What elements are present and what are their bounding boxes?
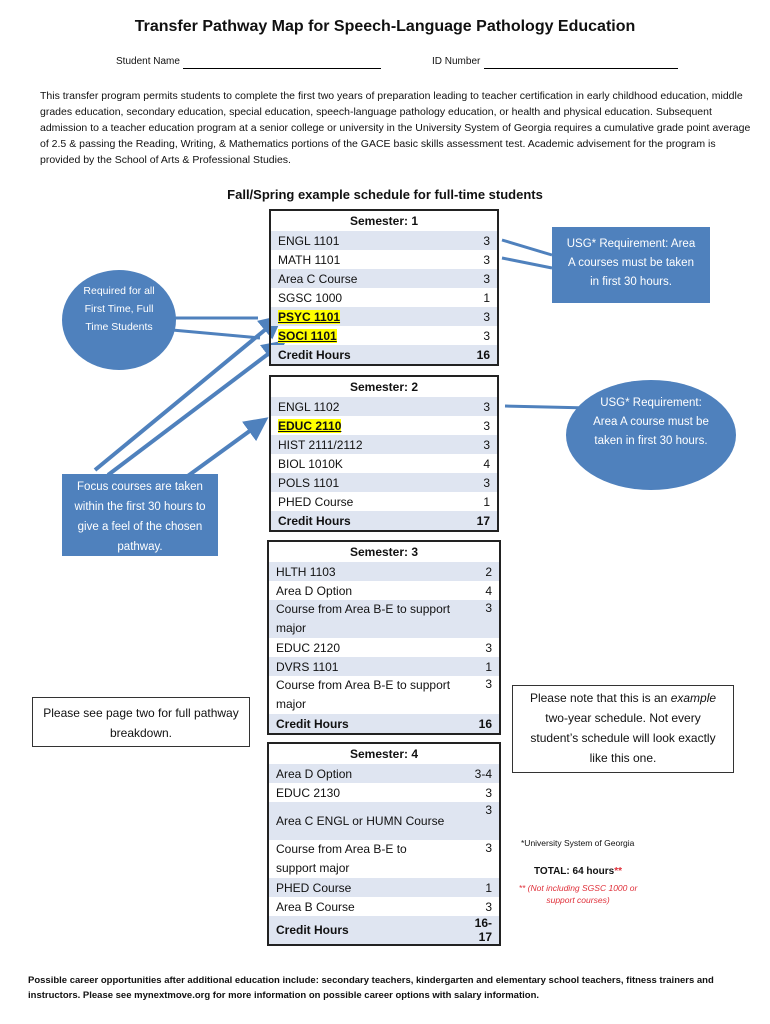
schedule-heading: Fall/Spring example schedule for full-time students (227, 187, 543, 202)
course-name: Area D Option (276, 583, 353, 598)
course-hours: 3 (445, 307, 498, 326)
course-name-highlighted: SOCI 1101 (278, 328, 337, 343)
course-hours: 1 (472, 657, 500, 676)
example-schedule-note (512, 685, 734, 773)
course-hours: 4 (483, 456, 490, 471)
course-hours: 3 (485, 841, 492, 855)
credit-hours-label: Credit Hours (268, 714, 472, 734)
course-name: PHED Course (278, 494, 354, 509)
focus-courses-callout: Focus courses are taken within the first 30 hours to give a feel of the chosen pathway. (62, 474, 218, 556)
course-hours: 3 (483, 328, 490, 343)
semester-2-table (269, 375, 499, 532)
semester-4-table (267, 742, 501, 946)
course-hours: 3 (445, 231, 498, 250)
semester-title: Semester: 4 (349, 747, 419, 761)
course-name: Course from Area B-E to support major (268, 600, 472, 638)
course-name: Course from Area B-E to support major (276, 678, 451, 711)
course-name: PHED Course (268, 878, 457, 897)
course-hours: 3 (483, 252, 490, 267)
arrow-focus-educ (185, 422, 262, 478)
course-name: Area B Course (276, 899, 355, 914)
credit-hours-total: 16 (472, 714, 500, 734)
credit-hours-total: 16 (445, 345, 498, 365)
course-hours: 3 (457, 802, 500, 840)
usg-requirement-callout-1: USG* Requirement: Area A courses must be taken in first 30 hours. (552, 227, 710, 303)
total-hours-mark: ** (614, 866, 622, 877)
course-hours: 4 (485, 583, 492, 598)
student-name-label: Student Name (116, 56, 180, 67)
course-name: Area D Option (268, 764, 457, 783)
credit-hours-total: 17 (447, 511, 498, 531)
course-hours: 2 (472, 562, 500, 581)
course-hours: 3 (485, 640, 492, 655)
course-name: SGSC 1000 (278, 290, 343, 305)
course-hours: 1 (457, 878, 500, 897)
semester-title: Semester: 2 (349, 380, 419, 394)
id-number-label: ID Number (432, 56, 481, 67)
course-hours: 3 (485, 899, 492, 914)
arrow-usg1-b (502, 258, 552, 268)
course-hours: 3 (447, 435, 498, 454)
course-hours: 3 (483, 418, 490, 433)
course-hours: 1 (483, 494, 490, 509)
course-hours: 3-4 (457, 764, 500, 783)
arrow-usg1-a (502, 240, 552, 255)
arrow-required-soci (172, 330, 260, 338)
course-hours: 3 (447, 397, 498, 416)
course-name: POLS 1101 (270, 473, 447, 492)
career-footer: Possible career opportunities after additional education include: secondary teachers, kindergarten and elementary school teachers, fitness trainers and instructors. Please see mynextmove.org for more information on possible career options with salary information. (28, 975, 714, 1001)
intro-paragraph: This transfer program permits students to complete the first two years of preparation leading to teacher certification in early childhood education, middle grades education, secondary education, special education, speech-language pathology education, or health and physical education. Subsequent admission to a teacher education program at a senior college or university in the University System of Georgia requires a cumulative grade point average of 2.5 & passing the Reading, Writing, & Mathematics portions of the GACE basic skills assessment test. Academic advisement for the program is provided by the School of Arts & Professional Studies. (40, 90, 751, 166)
course-name: ENGL 1102 (270, 397, 447, 416)
credit-hours-total: 16-17 (457, 916, 500, 945)
semester-1-table (269, 209, 499, 366)
course-name-highlighted: EDUC 2110 (278, 418, 342, 433)
course-name-highlighted: PSYC 1101 (278, 309, 341, 324)
course-name: EDUC 2130 (276, 785, 341, 800)
course-name: DVRS 1101 (268, 657, 472, 676)
course-name: HLTH 1103 (268, 562, 472, 581)
course-name: Area C Course (270, 269, 445, 288)
course-name: MATH 1101 (278, 252, 341, 267)
usg-footnote: *University System of Georgia (521, 838, 635, 848)
semester-3-table (267, 540, 501, 735)
course-hours: 3 (445, 269, 498, 288)
total-hours-text: TOTAL: 64 hours (534, 866, 615, 877)
course-hours: 3 (485, 785, 492, 800)
total-hours (534, 866, 622, 877)
semester-title: Semester: 3 (349, 545, 419, 559)
credit-hours-label: Credit Hours (270, 511, 447, 531)
usg-requirement-callout-2: USG* Requirement: Area A course must be taken in first 30 hours. (566, 380, 736, 490)
course-hours: 3 (447, 473, 498, 492)
semester-title: Semester: 1 (349, 214, 419, 228)
page-two-note: Please see page two for full pathway breakdown. (32, 697, 250, 747)
required-callout: Required for all First Time, Full Time Students (62, 270, 176, 370)
course-name: Course from Area B-E to support major (276, 842, 407, 875)
not-including-note: ** (Not including SGSC 1000 or support courses) (518, 883, 638, 905)
course-name: HIST 2111/2112 (270, 435, 447, 454)
course-hours: 1 (483, 290, 490, 305)
course-name: BIOL 1010K (278, 456, 343, 471)
course-hours: 3 (485, 677, 492, 691)
example-note-text: Please note that this is an (529, 691, 671, 705)
example-note-emphasis: example (670, 691, 717, 705)
credit-hours-label: Credit Hours (270, 345, 445, 365)
course-hours: 3 (472, 600, 500, 638)
example-note-text: two-year schedule. Not every student’s schedule will look exactly like this one. (530, 711, 716, 765)
course-name: ENGL 1101 (270, 231, 445, 250)
page-title: Transfer Pathway Map for Speech-Language Pathology Education (134, 18, 636, 35)
course-name: Area C ENGL or HUMN Course (268, 802, 457, 840)
credit-hours-label: Credit Hours (268, 916, 457, 945)
course-name: EDUC 2120 (276, 640, 341, 655)
